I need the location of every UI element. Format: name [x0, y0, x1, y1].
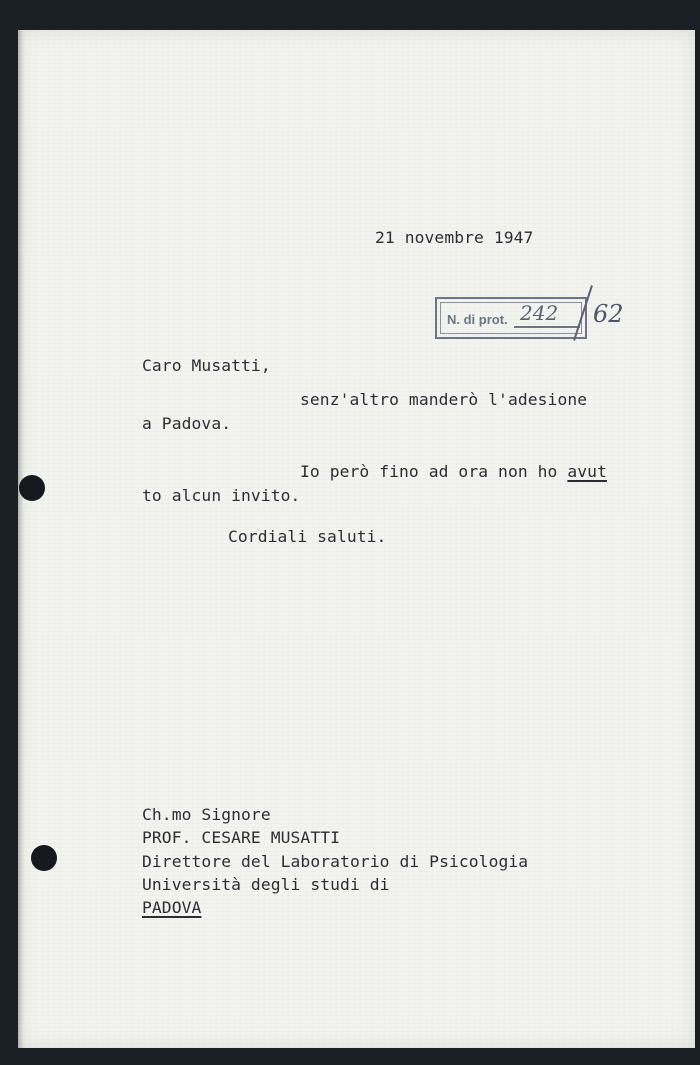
- recipient-line-4: Università degli studi di: [142, 875, 390, 894]
- protocol-number: 242: [520, 301, 559, 325]
- salutation: Caro Musatti,: [142, 356, 271, 375]
- letter-date: 21 novembre 1947: [375, 228, 534, 247]
- closing: Cordiali saluti.: [228, 527, 387, 546]
- recipient-line-3: Direttore del Laboratorio di Psicologia: [142, 852, 529, 871]
- protocol-label: N. di prot.: [447, 312, 508, 327]
- recipient-city: PADOVA: [142, 898, 202, 917]
- protocol-stamp: [435, 297, 587, 339]
- body-line-2: a Padova.: [142, 414, 232, 433]
- recipient-line-2: PROF. CESARE MUSATTI: [142, 828, 341, 847]
- protocol-number-line: [514, 326, 580, 328]
- body-line-4: to alcun invito.: [142, 486, 301, 505]
- punch-hole-top: [19, 475, 45, 501]
- protocol-total: 62: [593, 300, 624, 328]
- recipient-line-1: Ch.mo Signore: [142, 805, 271, 824]
- body-line-3-text: Io però fino ad ora non ho: [300, 462, 568, 481]
- punch-hole-bottom: [31, 845, 57, 871]
- body-line-1: senz'altro manderò l'adesione: [300, 390, 588, 409]
- body-line-3: [300, 462, 607, 482]
- body-line-3-underlined: avut: [567, 462, 607, 481]
